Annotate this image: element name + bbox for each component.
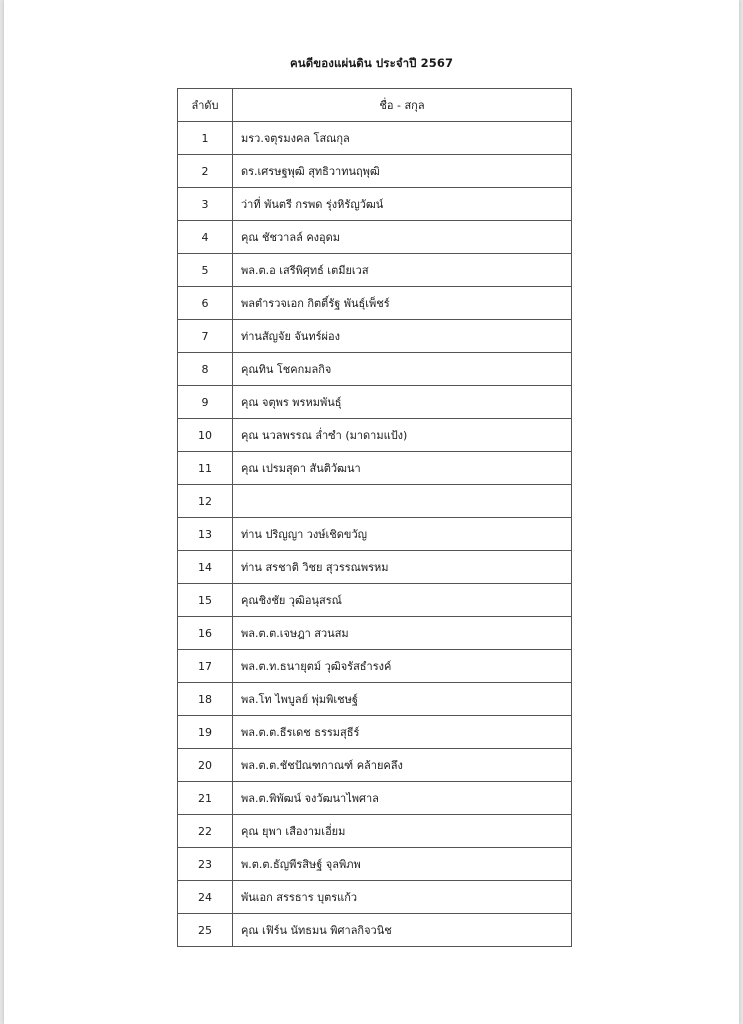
table-row (178, 782, 572, 815)
table-header-row (178, 89, 572, 122)
document-title: คนดีของแผ่นดิน ประจำปี 2567 (289, 56, 454, 70)
table-row (178, 716, 572, 749)
row-number: 21 (178, 782, 233, 815)
row-number: 20 (178, 749, 233, 782)
table-row (178, 122, 572, 155)
row-number: 5 (178, 254, 233, 287)
table-row (178, 221, 572, 254)
row-name: พล.โท ไพบูลย์ พุ่มพิเชษฐ์ (233, 683, 572, 716)
row-number: 9 (178, 386, 233, 419)
row-name: พล.ต.พิพัฒน์ จงวัฒนาไพศาล (233, 782, 572, 815)
row-number: 24 (178, 881, 233, 914)
table-row (178, 617, 572, 650)
table-row (178, 518, 572, 551)
row-name: คุณ นวลพรรณ ล่ำซำ (มาดามแป้ง) (233, 419, 572, 452)
table-row (178, 254, 572, 287)
row-name: คุณ ยุพา เสืองามเอี่ยม (233, 815, 572, 848)
row-number: 2 (178, 155, 233, 188)
row-name: พล.ต.ต.เจษฎา สวนสม (233, 617, 572, 650)
table-row (178, 914, 572, 947)
table-row (178, 485, 572, 518)
row-name: ท่านสัญจัย จันทร์ผ่อง (233, 320, 572, 353)
row-number: 17 (178, 650, 233, 683)
column-header-name: ชื่อ - สกุล (233, 89, 572, 122)
row-number: 3 (178, 188, 233, 221)
row-name: ดร.เศรษฐพุฒิ สุทธิวาทนฤพุฒิ (233, 155, 572, 188)
row-number: 1 (178, 122, 233, 155)
row-name: มรว.จตุรมงคล โสณกุล (233, 122, 572, 155)
table-row (178, 848, 572, 881)
row-name: ท่าน สรชาติ วิชย สุวรรณพรหม (233, 551, 572, 584)
row-number: 18 (178, 683, 233, 716)
row-name: พล.ต.อ เสรีพิศุทธ์ เตมียเวส (233, 254, 572, 287)
row-number: 15 (178, 584, 233, 617)
row-name: คุณ เฟิร์น นัทธมน พิศาลกิจวนิช (233, 914, 572, 947)
row-number: 10 (178, 419, 233, 452)
row-number: 6 (178, 287, 233, 320)
row-number: 19 (178, 716, 233, 749)
row-name: คุณ จตุพร พรหมพันธุ์ (233, 386, 572, 419)
name-list-table (177, 88, 572, 947)
table-row (178, 287, 572, 320)
table-row (178, 452, 572, 485)
row-number: 23 (178, 848, 233, 881)
document-page (4, 0, 739, 1024)
row-number: 11 (178, 452, 233, 485)
table-row (178, 551, 572, 584)
table-row (178, 749, 572, 782)
row-name (233, 485, 572, 518)
row-name: พลตำรวจเอก กิตติ์รัฐ พันธุ์เพ็ชร์ (233, 287, 572, 320)
row-name: พ.ต.ต.ธัญพีรสิษฐ์ จุลพิภพ (233, 848, 572, 881)
table-row (178, 650, 572, 683)
row-number: 22 (178, 815, 233, 848)
row-number: 14 (178, 551, 233, 584)
row-name: ท่าน ปริญญา วงษ์เชิดขวัญ (233, 518, 572, 551)
row-name: คุณ เปรมสุดา สันติวัฒนา (233, 452, 572, 485)
table-row (178, 386, 572, 419)
row-name: ว่าที่ พันตรี กรพด รุ่งหิรัญวัฒน์ (233, 188, 572, 221)
row-name: คุณ ชัชวาลล์ คงอุดม (233, 221, 572, 254)
row-name: คุณทิน โชคกมลกิจ (233, 353, 572, 386)
table-row (178, 155, 572, 188)
row-name: คุณชิงชัย วุฒิอนุสรณ์ (233, 584, 572, 617)
row-number: 8 (178, 353, 233, 386)
table-row (178, 353, 572, 386)
row-number: 12 (178, 485, 233, 518)
table-row (178, 815, 572, 848)
table-body (178, 122, 572, 947)
column-header-number: ลำดับ (178, 89, 233, 122)
row-name: พล.ต.ท.ธนายุตม์ วุฒิจรัสธำรงค์ (233, 650, 572, 683)
table-row (178, 584, 572, 617)
row-name: พันเอก สรรธาร บุตรแก้ว (233, 881, 572, 914)
row-number: 25 (178, 914, 233, 947)
table-row (178, 188, 572, 221)
row-name: พล.ต.ต.ชัชปัณฑกาณฑ์ คล้ายคลึง (233, 749, 572, 782)
row-name: พล.ต.ต.ธีรเดช ธรรมสุธีร์ (233, 716, 572, 749)
row-number: 4 (178, 221, 233, 254)
table-row (178, 683, 572, 716)
table-row (178, 320, 572, 353)
row-number: 7 (178, 320, 233, 353)
table-row (178, 419, 572, 452)
table-row (178, 881, 572, 914)
row-number: 16 (178, 617, 233, 650)
row-number: 13 (178, 518, 233, 551)
